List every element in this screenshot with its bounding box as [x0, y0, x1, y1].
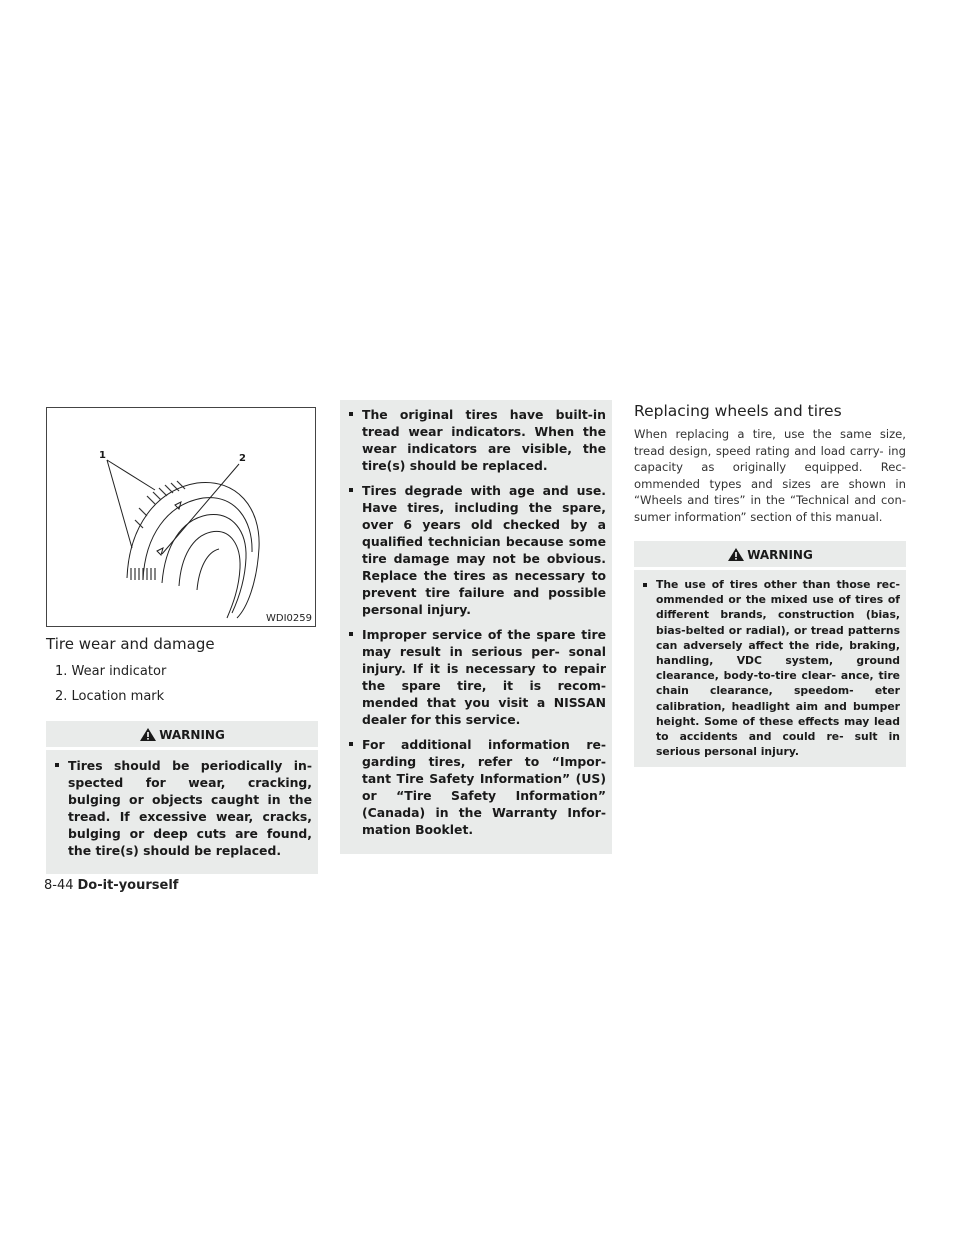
warning-box	[634, 541, 906, 767]
warning-header	[634, 541, 906, 570]
figure-legend	[46, 659, 318, 709]
right-column	[634, 400, 906, 767]
legend-item: 1. Wear indicator	[55, 664, 167, 679]
warning-item: Tires degrade with age and use. Have tires, including the spare, over 6 years old checked by a qualified technician because some tire damage may not be obvious. Replace the tires as necessary to prevent tire failure and possible personal injury.	[346, 482, 606, 618]
body-paragraph: When replacing a tire, use the same size, tread design, speed rating and load carry- ing capacity as originally equipped. Rec- ommended types and sizes are shown in “Wheels and tires” in the “Technical and con- sumer information” section of this manual.	[634, 427, 906, 524]
warning-item: The use of tires other than those rec- ommended or the mixed use of tires of different brands, construction (bias, bias-belted or radial), or tread patterns can adversely affect the ride, braking, handling, VDC system, ground clearance, body-to-tire clear- ance, tire chain clearance, speedom- eter calibration, headlight aim and bumper height. Some of these effects may lead to accidents and could re- sult in serious personal injury.	[640, 577, 900, 759]
warning-label: WARNING	[747, 547, 813, 562]
callout-2: 2	[239, 453, 246, 464]
warning-list	[346, 406, 606, 838]
section-name: Do-it-yourself	[77, 878, 179, 893]
middle-column	[340, 400, 612, 854]
warning-item: The original tires have built-in tread wear indicators. When the wear indicators are visible, the tire(s) should be replaced.	[346, 406, 606, 474]
warning-list	[52, 757, 312, 859]
left-column	[46, 407, 318, 874]
warning-item: Improper service of the spare tire may result in serious per- sonal injury. If it is necessary to repair the spare tire, it is recom- mended that you visit a NISSAN dealer for this service.	[346, 626, 606, 728]
page-footer	[44, 878, 178, 893]
callout-1: 1	[99, 450, 106, 461]
figure-code: WDI0259	[266, 613, 312, 624]
warning-header	[46, 721, 318, 750]
warning-item: For additional information re- garding tires, refer to “Impor- tant Tire Safety Information” (US) or “Tire Safety Information” (Canada) in the Warranty Infor- mation Booklet.	[346, 736, 606, 838]
warning-triangle-icon	[139, 727, 157, 742]
legend-item: 2. Location mark	[55, 689, 165, 704]
tire-drawing	[47, 408, 315, 626]
warning-item: Tires should be periodically in- spected for wear, cracking, bulging or objects caught in the tread. If excessive wear, cracks, bulging or deep cuts are found, the tire(s) should be replaced.	[52, 757, 312, 859]
warning-list	[640, 577, 900, 759]
section-title-replacing: Replacing wheels and tires	[634, 402, 842, 420]
warning-label: WARNING	[159, 727, 225, 742]
section-title-tire-wear: Tire wear and damage	[46, 635, 215, 653]
warning-box-continued	[340, 400, 612, 854]
warning-triangle-icon	[727, 547, 745, 562]
page-number: 8-44	[44, 878, 74, 893]
tire-illustration	[46, 407, 316, 627]
warning-box	[46, 721, 318, 874]
